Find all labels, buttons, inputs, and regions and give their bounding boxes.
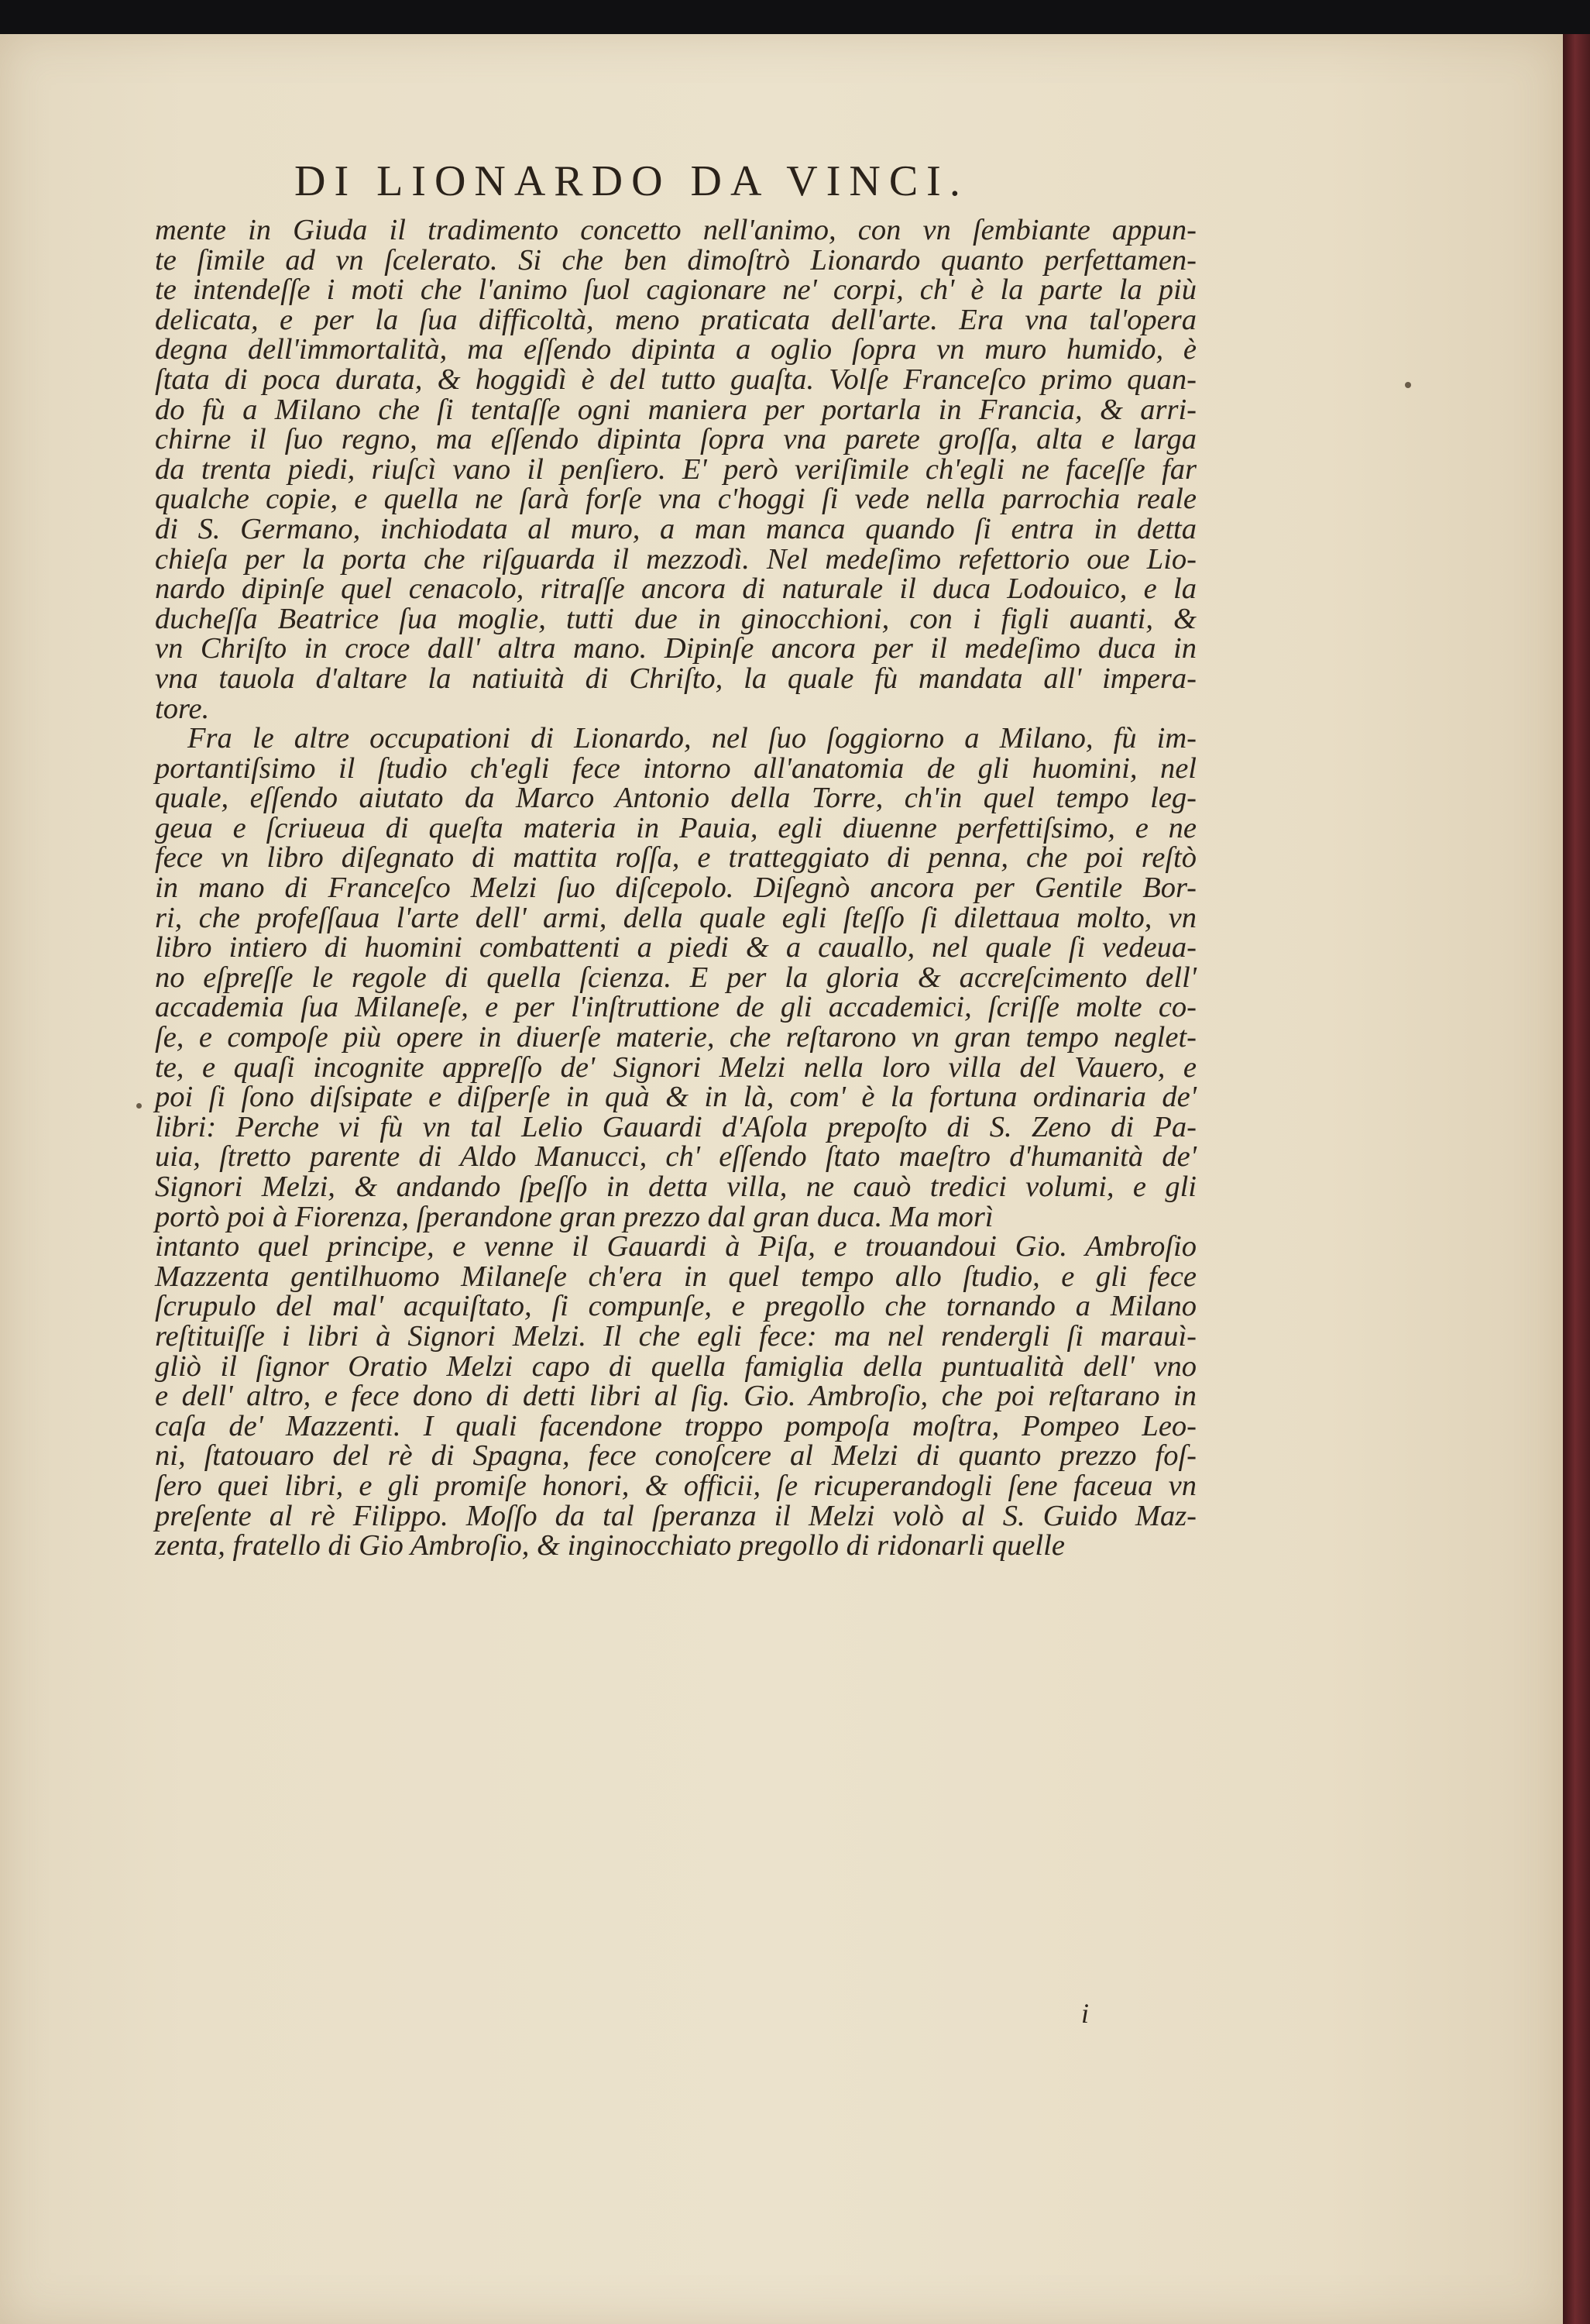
text-line: qualche copie, e quella ne ſarà forſe vna c'hoggi ſi vede nella parrochia reale	[155, 483, 1197, 516]
text-line: caſa de' Mazzenti. I quali facendone troppo pompoſa moſtra, Pompeo Leo-	[155, 1409, 1197, 1442]
text-line: di S. Germano, inchiodata al muro, a man manca quando ſi entra in detta	[155, 512, 1197, 545]
text-line: tore.	[155, 692, 210, 725]
text-line: ni, ſtatouaro del rè di Spagna, fece conoſcere al Melzi di quanto prezzo foſ-	[155, 1439, 1197, 1473]
text-line: libro intiero di huomini combattenti a piedi & a cauallo, nel quale ſi vedeua-	[155, 931, 1197, 964]
text-line: vna tauola d'altare la natiuità di Chriſto, la quale fù mandata all' impera-	[155, 662, 1197, 695]
text-line: ſcrupulo del mal' acquiſtato, ſi compunſe, e pregollo che tornando a Milano	[155, 1290, 1197, 1323]
text-line: ſe, e compoſe più opere in diuerſe materie, che reſtarono vn gran tempo neglet-	[155, 1021, 1197, 1054]
running-head: DI LIONARDO DA VINCI.	[294, 157, 969, 205]
text-line: geua e ſcriueua di queſta materia in Pauia, egli diuenne perfettiſsimo, e ne	[155, 811, 1197, 844]
text-line: preſente al rè Filippo. Moſſo da tal ſperanza il Melzi volò al S. Guido Maz-	[155, 1499, 1197, 1532]
text-line: in mano di Franceſco Melzi ſuo diſcepolo. Diſegnò ancora per Gentile Bor-	[155, 871, 1197, 905]
body-text	[155, 215, 1208, 1561]
text-line: Signori Melzi, & andando ſpeſſo in detta villa, ne cauò tredici volumi, e gli	[155, 1171, 1197, 1203]
text-line: vn Chriſto in croce dall' altra mano. Dipinſe ancora per il medeſimo duca in	[155, 632, 1197, 665]
text-line: libri: Perche vi fù vn tal Lelio Gauardi d'Aſola prepoſto di S. Zeno di Pa-	[155, 1110, 1197, 1143]
text-line: te ſimile ad vn ſcelerato. Si che ben dimoſtrò Lionardo quanto perfettamen-	[155, 243, 1197, 277]
text-line: accademia ſua Milaneſe, e per l'inſtruttione de gli accademici, ſcriſſe molte co-	[155, 991, 1197, 1024]
paper-spot	[1405, 382, 1411, 388]
text-line: poi ſi ſono diſsipate e diſperſe in quà & in là, com' è la fortuna ordinaria de'	[155, 1081, 1197, 1114]
text-line: quale, eſſendo aiutato da Marco Antonio della Torre, ch'in quel tempo leg-	[155, 782, 1197, 815]
text-line: degna dell'immortalità, ma eſſendo dipinta a oglio ſopra vn muro humido, è	[155, 333, 1197, 366]
text-line: gliò il ſignor Oratio Melzi capo di quella famiglia della puntualità dell' vno	[155, 1349, 1197, 1383]
text-line: Mazzenta gentilhuomo Milaneſe ch'era in quel tempo allo ſtudio, e gli fece	[155, 1260, 1197, 1293]
text-line: ducheſſa Beatrice ſua moglie, tutti due in ginocchioni, con i figli auanti, &	[155, 602, 1197, 635]
text-line: portantiſsimo il ſtudio ch'egli fece intorno all'anatomia de gli huomini, nel	[155, 751, 1197, 785]
text-line: te, e quaſi incognite appreſſo de' Signori Melzi nella loro villa del Vauero, e	[155, 1050, 1197, 1084]
text-line: delicata, e per la ſua difficoltà, meno praticata dell'arte. Era vna tal'opera	[155, 303, 1197, 336]
text-line: no eſpreſſe le regole di quella ſcienza. E per la gloria & accreſcimento dell'	[155, 961, 1197, 994]
text-line: Fra le altre occupationi di Lionardo, nel ſuo ſoggiorno a Milano, fù im-	[187, 722, 1197, 755]
signature-mark: i	[1081, 1998, 1090, 2029]
text-line: fece vn libro diſegnato di mattita roſſa, e tratteggiato di penna, che poi reſtò	[155, 841, 1197, 875]
text-line: da trenta piedi, riuſcì vano il penſiero. E' però veriſimile ch'egli ne faceſſe far	[155, 452, 1197, 486]
text-line: ri, che profeſſaua l'arte dell' armi, della quale egli ſteſſo ſi dilettaua molto, vn	[155, 901, 1197, 934]
text-line: te intendeſſe i moti che l'animo ſuol cagionare ne' corpi, ch' è la parte la più	[155, 273, 1197, 307]
book-binding-edge	[1563, 34, 1590, 2324]
text-line: uia, ſtretto parente di Aldo Manucci, ch' eſſendo ſtato maeſtro d'humanità de'	[155, 1140, 1197, 1174]
text-line: ſero quei libri, e gli promiſe honori, & officii, ſe ricuperandogli ſene faceua vn	[155, 1469, 1197, 1502]
text-line: do fù a Milano che ſi tentaſſe ogni maniera per portarla in Francia, & arri-	[155, 393, 1197, 426]
text-line: portò poi à Fiorenza, ſperandone gran prezzo dal gran duca. Ma morì	[155, 1200, 994, 1233]
text-line: mente in Giuda il tradimento concetto nell'animo, con vn ſembiante appun-	[155, 214, 1197, 246]
text-line: intanto quel principe, e venne il Gauardi à Piſa, e trouandoui Gio. Ambroſio	[155, 1230, 1197, 1263]
paper-spot	[136, 1103, 142, 1109]
text-line: chieſa per la porta che riſguarda il mezzodì. Nel medeſimo refettorio oue Lio-	[155, 542, 1197, 576]
text-line: e dell' altro, e fece dono di detti libri al ſig. Gio. Ambroſio, che poi reſtarano in	[155, 1380, 1197, 1413]
text-line: chirne il ſuo regno, ma eſſendo dipinta ſopra vna parete groſſa, alta e larga	[155, 423, 1197, 456]
text-line: ſtata di poca durata, & hoggidì è del tutto guaſta. Volſe Franceſco primo quan-	[155, 363, 1197, 396]
text-line: zenta, fratello di Gio Ambroſio, & inginocchiato pregollo di ridonarli quelle	[155, 1529, 1065, 1563]
text-line: nardo dipinſe quel cenacolo, ritraſſe ancora di naturale il duca Lodouico, e la	[155, 572, 1197, 606]
text-line: reſtituiſſe i libri à Signori Melzi. Il che egli fece: ma nel rendergli ſi marauì-	[155, 1319, 1197, 1353]
